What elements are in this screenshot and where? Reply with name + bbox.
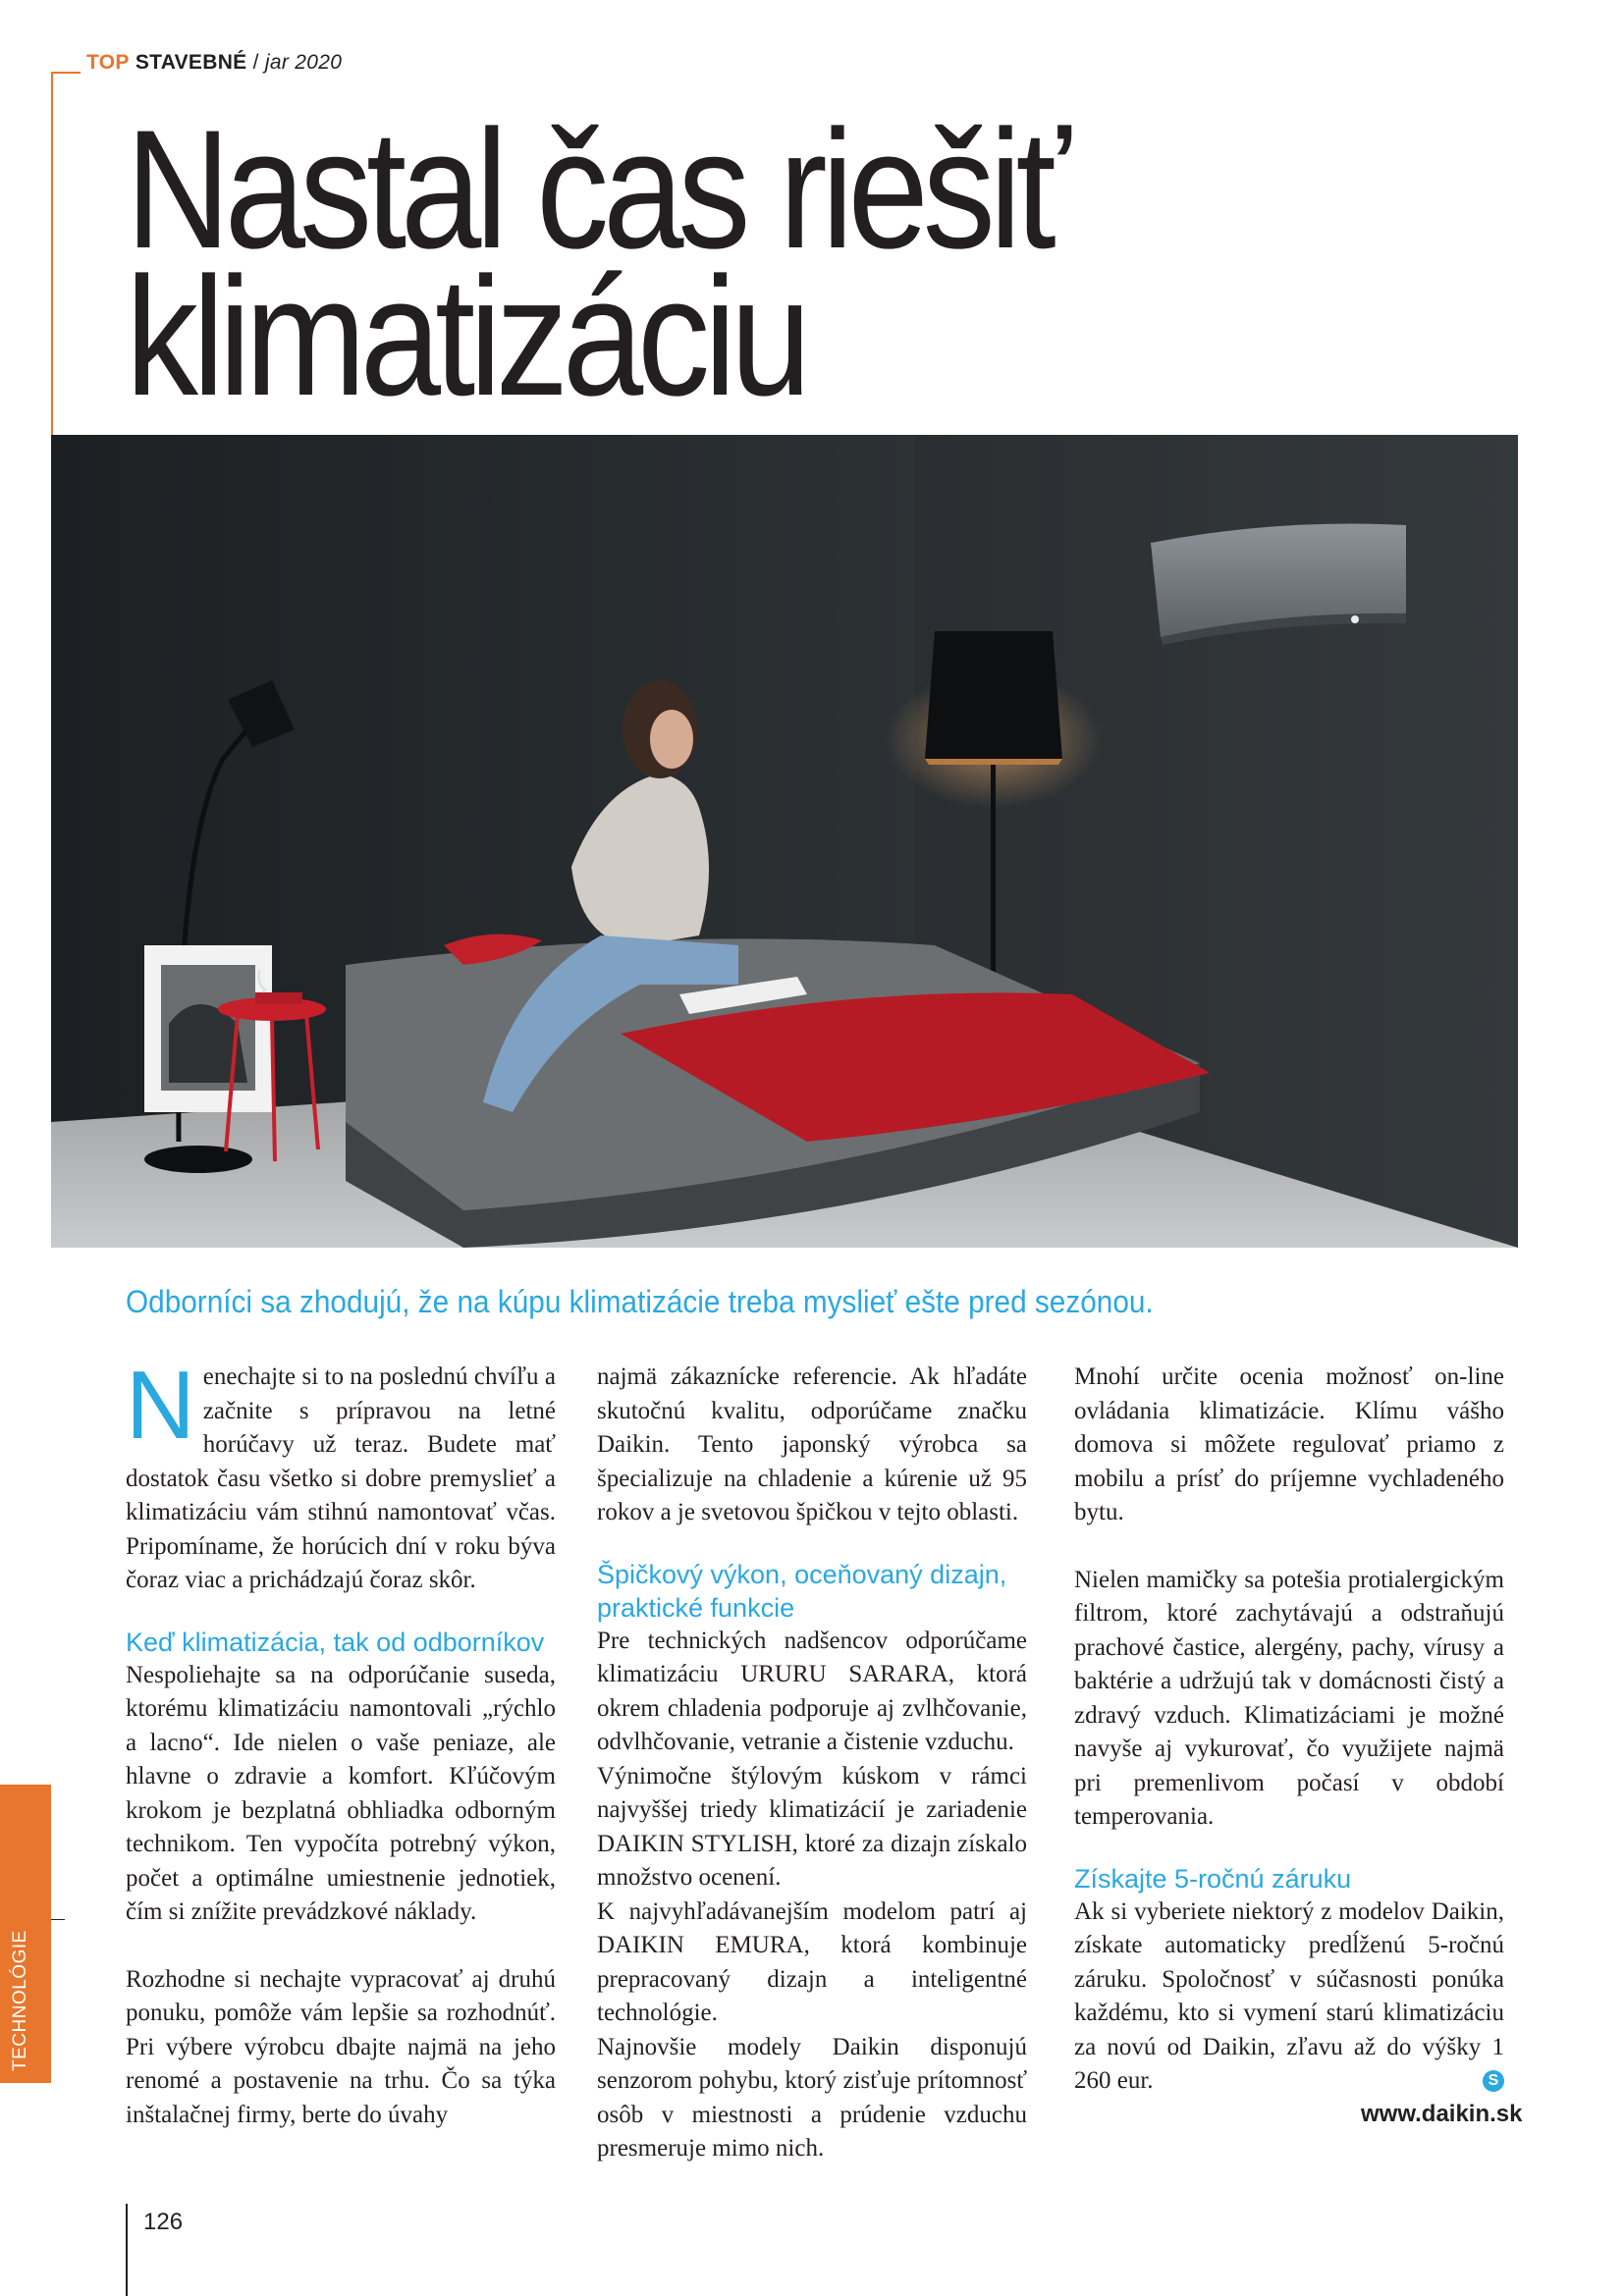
text-column-1 <box>126 1351 556 2132</box>
article-title <box>126 95 1064 431</box>
subheading-vykon: Špičkový výkon, oceňovaný dizajn, praktické funkcie <box>597 1559 1007 1623</box>
paragraph: Nielen mamičky sa potešia protialergickým filtrom, ktoré zachytávajú a odstraňujú prachové častice, alergény, pachy, vírusy a baktérie a udržujú tak v domácnosti čistý a zdravý vzduch. Klimatizáciami je možné navyše aj vykurovať, čo využijete najmä pri premenlivom počasí v období temperovania. <box>1074 1566 1504 1830</box>
article-end-icon: S <box>1483 2070 1504 2092</box>
article-title-line-2: klimatizáciu <box>126 242 806 431</box>
paragraph: Mnohí určite ocenia možnosť on-line ovládania klimatizácie. Klímu vášho domova si môžete regulovať priamo z mobilu a prísť do príjemne vychladeného bytu. <box>1074 1363 1504 1525</box>
intro-paragraph <box>126 1351 556 1598</box>
text-column-3 <box>1074 1361 1504 2099</box>
paragraph: Pre technických nadšencov odporúčame klimatizáciu URURU SARARA, ktorá okrem chladenia podporuje aj zvlhčovanie, odvlhčovanie, vetranie a čistenie vzduchu. <box>597 1627 1027 1755</box>
header-vertical-rule <box>51 72 53 435</box>
header-rule <box>51 72 81 74</box>
brand-top: TOP <box>86 51 130 74</box>
article-photo <box>51 435 1518 1248</box>
paragraph: Nespoliehajte sa na odporúčanie suseda, ktorému klimatizáciu namontovali „rýchlo a lacno“. Ide nielen o vaše peniaze, ale hlavne o zdravie a komfort. Kľúčovým krokom je bezplatná obhliadka odborným technikom. Ten vypočíta potrebný výkon, počet a optimálne umiestnenie jednotiek, čím si znížite prevádzkové náklady. <box>126 1661 556 1925</box>
framed-picture <box>144 945 272 1112</box>
paragraph-text: Ak si vyberiete niektorý z modelov Daikin, získate automaticky predĺženú 5-ročnú záruku. Spoločnosť v súčasnosti ponúka každému, kto si vymení starú klimatizáciu za novú od Daikin, zľavu až do výšky 1 260 eur. <box>1074 1897 1504 2094</box>
paragraph: Výnimočne štýlovým kúskom v rámci najvyššej triedy klimatizácií je zariadenie DAIKIN STYLISH, ktoré za dizajn získalo množstvo ocenení. <box>597 1762 1027 1891</box>
intro-paragraph-text: enechajte si to na poslednú chvíľu a začnite s prípravou na letné horúčavy už teraz. Budete mať dostatok času všetko si dobre premyslieť a klimatizáciu vám stihnú namontovať včas. Pripomíname, že horúcich dní v roku býva čoraz viac a prichádzajú čoraz skôr. <box>126 1363 556 1593</box>
website-url: www.daikin.sk <box>1361 2101 1523 2127</box>
side-tab-rule <box>51 1919 65 1920</box>
footer-rule <box>126 2204 128 2296</box>
header-separator: / <box>252 51 259 74</box>
paragraph <box>1074 1896 1504 2099</box>
drop-cap: N <box>126 1351 195 1459</box>
article-title-line-1: Nastal čas riešiť <box>126 95 1064 284</box>
section-label: TECHNOLÓGIE <box>10 1930 30 2071</box>
brand-name: STAVEBNÉ <box>135 51 247 74</box>
paragraph: Najnovšie modely Daikin disponujú senzorom pohybu, ktorý zisťuje prítomnosť osôb v miestnosti a prúdenie vzduchu presmeruje mimo nich. <box>597 2033 1027 2162</box>
bedroom-photo-illustration <box>51 435 1518 1248</box>
issue-label: jar 2020 <box>264 51 343 74</box>
running-header <box>86 51 342 75</box>
page-number: 126 <box>143 2209 184 2235</box>
subheading-odbornici: Keď klimatizácia, tak od odborníkov <box>126 1627 545 1657</box>
paragraph: najmä zákaznícke referencie. Ak hľadáte skutočnú kvalitu, odporúčame značku Daikin. Tento japonský výrobca sa špecializuje na chladenie a kúrenie už 95 rokov a je svetovou špičkou v tejto oblasti. <box>597 1363 1027 1525</box>
paragraph: K najvyhľadávanejším modelom patrí aj DAIKIN EMURA, ktorá kombinuje prepracovaný dizajn a inteligentné technológie. <box>597 1897 1027 2026</box>
paragraph: Rozhodne si nechajte vypracovať aj druhú ponuku, pomôže vám lepšie sa rozhodnúť. Pri výbere výrobcu dbajte najmä na jeho renomé a postavenie na trhu. Čo sa týka inštalačnej firmy, berte do úvahy <box>126 1965 556 2128</box>
subheading-zaruka: Získajte 5-ročnú záruku <box>1074 1863 1352 1894</box>
text-column-2 <box>597 1361 1027 2166</box>
article-lead: Odborníci sa zhodujú, že na kúpu klimatizácie treba myslieť ešte pred sezónou. <box>126 1284 1154 1319</box>
